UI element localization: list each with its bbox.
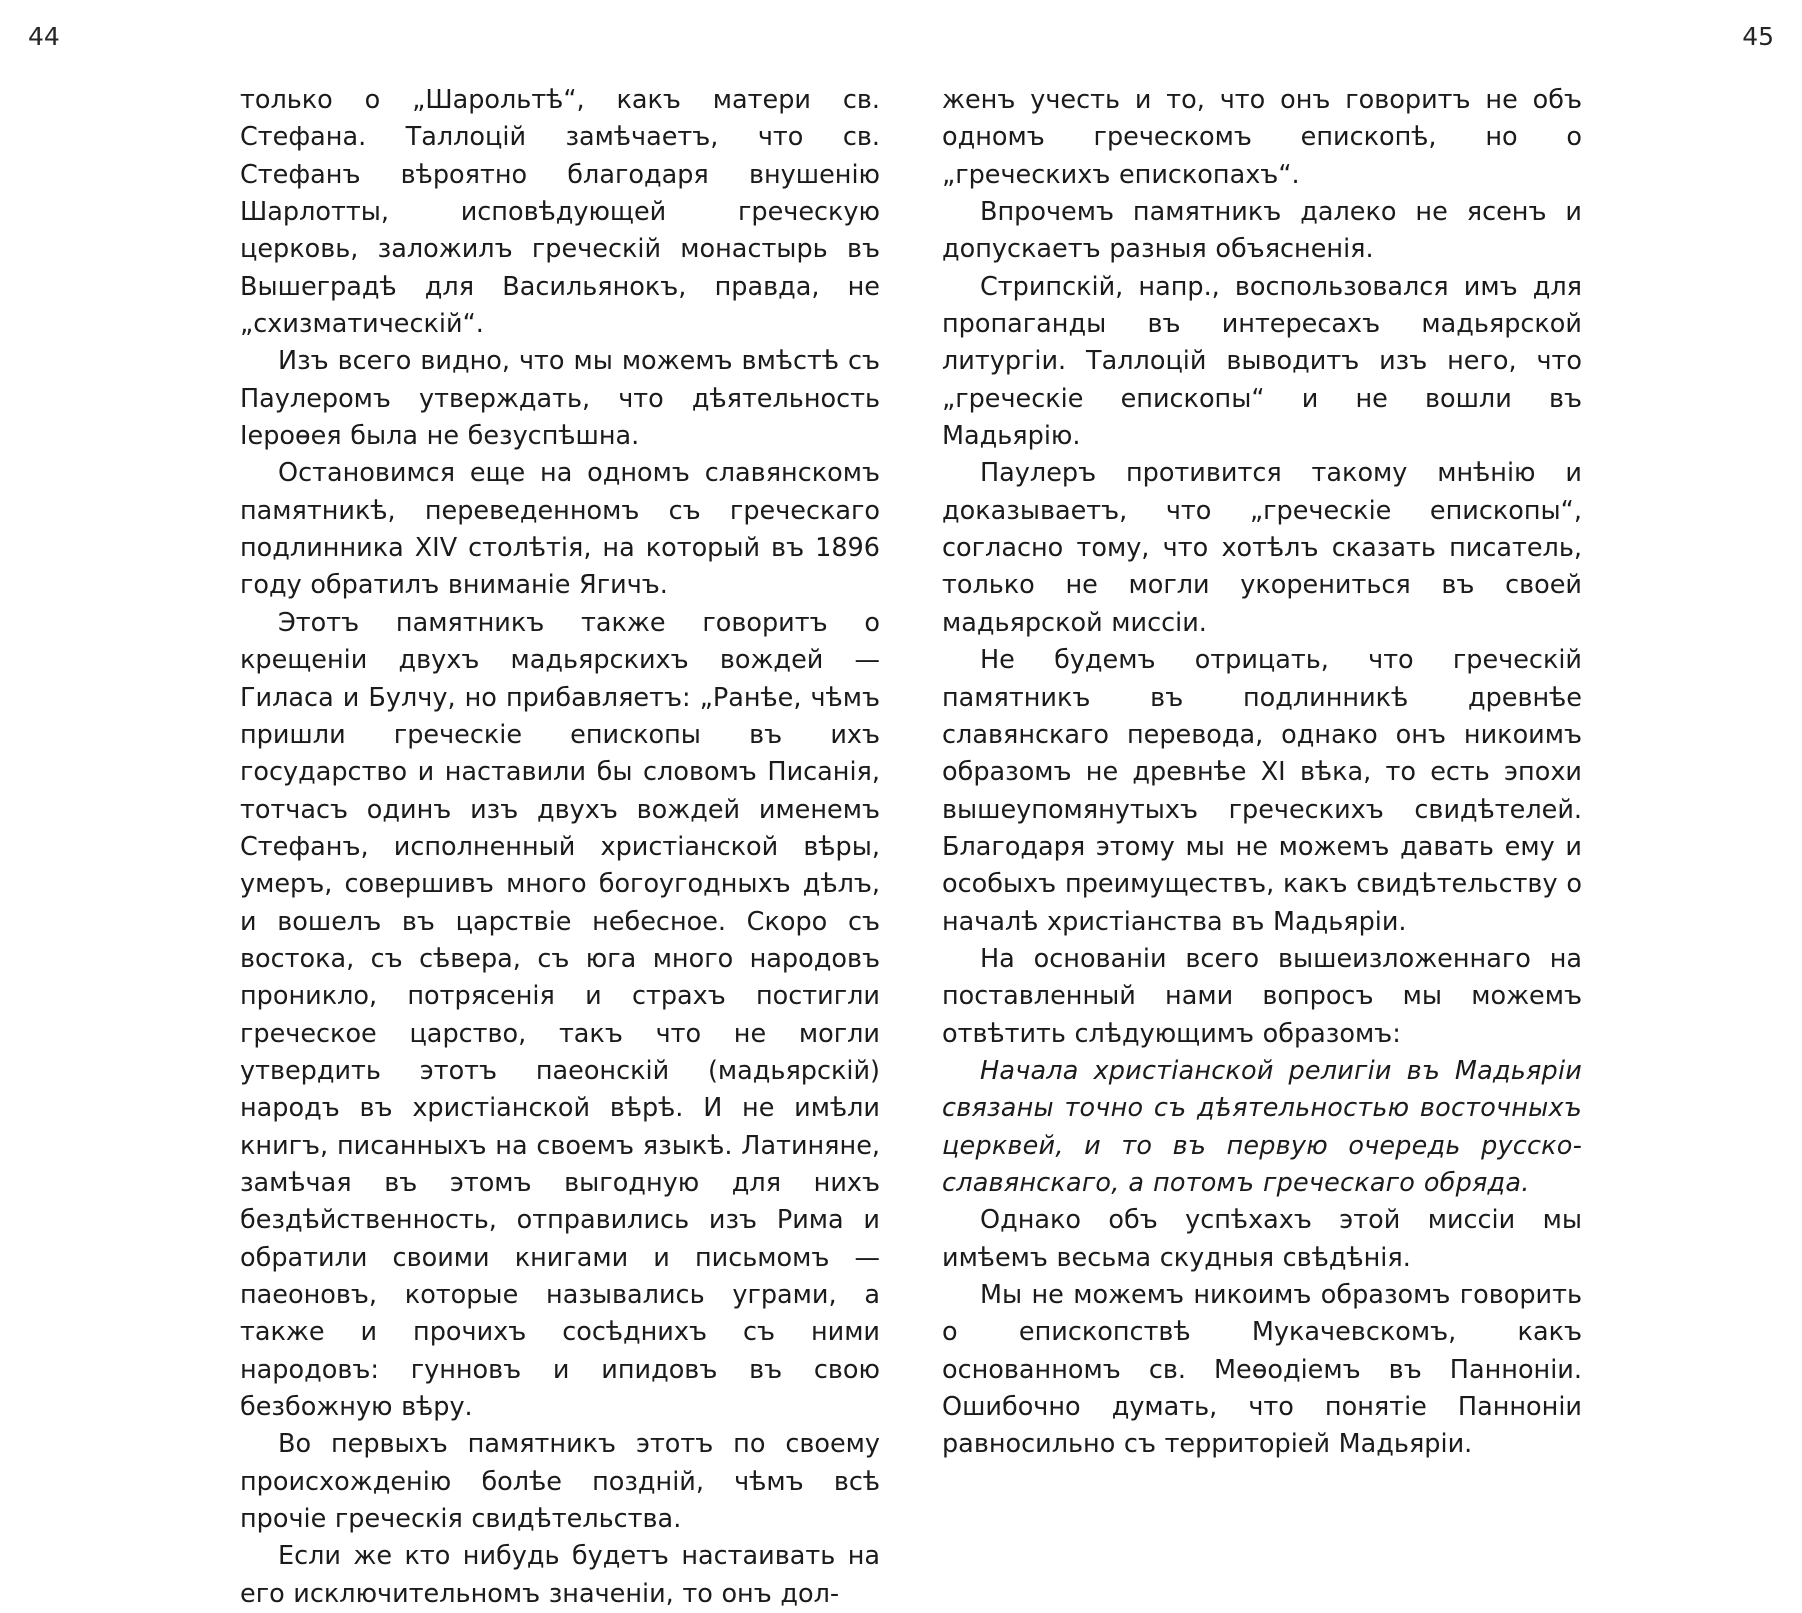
left-text-column: [240, 82, 880, 1613]
emphasized-conclusion: Начала христіанской религіи въ Мадьяріи связаны точно съ дѣятельностью восточныхъ церквей, и то въ первую очередь русско-славянскаго, а потомъ греческаго обряда.: [942, 1055, 1582, 1198]
paragraph: только о „Шарольтѣ“, какъ матери св. Стефана. Таллоцій замѣчаетъ, что св. Стефанъ вѣроятно благодаря внушенію Шарлотты, исповѣдующей греческую церковь, заложилъ греческій монастырь въ Вышеградѣ для Васильянокъ, правда, не „схизматическій“.: [240, 85, 880, 340]
paragraph: Впрочемъ памятникъ далеко не ясенъ и допускаетъ разныя объясненія.: [942, 197, 1582, 265]
paragraph: Стрипскій, напр., воспользовался имъ для пропаганды въ интересахъ мадьярской литургіи. Таллоцій выводитъ изъ него, что „греческіе епископы“ и не вошли въ Мадьярію.: [942, 271, 1582, 452]
paragraph: Если же кто нибудь будетъ настаивать на его исключительномъ значеніи, то онъ дол-: [240, 1541, 880, 1609]
paragraph: Однако объ успѣхахъ этой миссіи мы имѣемъ весьма скудныя свѣдѣнія.: [942, 1205, 1582, 1273]
paragraph: женъ учесть и то, что онъ говоритъ не объ одномъ греческомъ епископѣ, но о „греческихъ епископахъ“.: [942, 85, 1582, 190]
paragraph: Мы не можемъ никоимъ образомъ говорить о епископствѣ Мукачевскомъ, какъ основанномъ св. Меѳодіемъ въ Панноніи. Ошибочно думать, что понятіе Панноніи равносильно съ территоріей Мадьяріи.: [942, 1280, 1582, 1460]
paragraph: Не будемъ отрицать, что греческій памятникъ въ подлинникѣ древнѣе славянскаго перевода, однако онъ никоимъ образомъ не древнѣе XI вѣка, то есть эпохи вышеупомянутыхъ греческихъ свидѣтелей. Благодаря этому мы не можемъ давать ему и особыхъ преимуществъ, какъ свидѣтельству о началѣ христіанства въ Мадьяріи.: [942, 645, 1582, 937]
page-number-right: 45: [1742, 22, 1774, 51]
page-number-left: 44: [28, 22, 60, 51]
paragraph: Остановимся еще на одномъ славянскомъ памятникѣ, переведенномъ съ греческаго подлинника XIV столѣтія, на который въ 1896 году обратилъ вниманіе Ягичъ.: [240, 458, 880, 601]
right-text-column: [942, 82, 1582, 1613]
paragraph: Этотъ памятникъ также говоритъ о крещеніи двухъ мадьярскихъ вождей — Гиласа и Булчу, но прибавляетъ: „Ранѣе, чѣмъ пришли греческіе епископы въ ихъ государство и наставили бы словомъ Писанія, тотчасъ одинъ изъ двухъ вождей именемъ Стефанъ, исполненный христіанской вѣры, умеръ, совершивъ много богоугодныхъ дѣлъ, и вошелъ въ царствіе небесное. Скоро съ востока, съ сѣвера, съ юга много народовъ проникло, потрясенія и страхъ постигли греческое царство, такъ что не могли утвердить этотъ паеонскій (мадьярскій) народъ въ христіанской вѣрѣ. И не имѣли книгъ, писанныхъ на своемъ языкѣ. Латиняне, замѣчая въ этомъ выгодную для нихъ бездѣйственность, отправились изъ Рима и обратили своими книгами и письмомъ — паеоновъ, которые назывались уграми, а также и прочихъ сосѣднихъ съ ними народовъ: гунновъ и ипидовъ въ свою безбожную вѣру.: [240, 607, 880, 1423]
paragraph: На основаніи всего вышеизложеннаго на поставленный нами вопросъ мы можемъ отвѣтить слѣдующимъ образомъ:: [942, 943, 1582, 1049]
text-columns: [240, 82, 1692, 1613]
paragraph: Изъ всего видно, что мы можемъ вмѣстѣ съ Паулеромъ утверждать, что дѣятельность Іероѳея была не безуспѣшна.: [240, 346, 880, 452]
paragraph: Во первыхъ памятникъ этотъ по своему происхожденію болѣе поздній, чѣмъ всѣ прочіе греческія свидѣтельства.: [240, 1429, 880, 1535]
paragraph: Паулеръ противится такому мнѣнію и доказываетъ, что „греческіе епископы“, согласно тому, что хотѣлъ сказать писатель, только не могли укорениться въ своей мадьярской миссіи.: [942, 458, 1582, 638]
